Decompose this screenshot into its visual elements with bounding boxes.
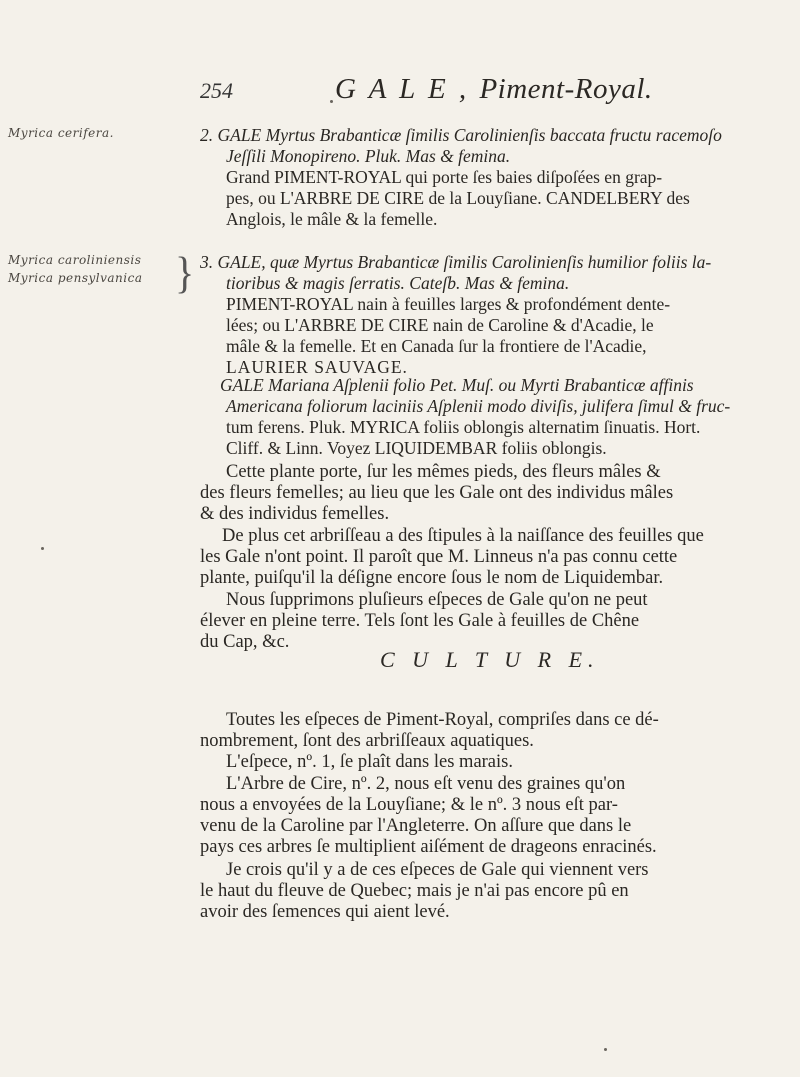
margin-brace: } bbox=[175, 247, 195, 298]
culture-line: pays ces arbres ſe multiplient aiſément de drageons enracinés. bbox=[200, 837, 657, 857]
entry-2-line: pes, ou L'ARBRE DE CIRE de la Louyſiane. CANDELBERY des bbox=[226, 188, 690, 208]
body-line: Cette plante porte, ſur les mêmes pieds, des fleurs mâles & bbox=[226, 462, 661, 482]
entry-2-line: Jeſſili Monopireno. Pluk. Mas & femina. bbox=[226, 146, 511, 166]
body-paragraph-1 bbox=[200, 462, 780, 525]
culture-line: venu de la Caroline par l'Angleterre. On aſſure que dans le bbox=[200, 816, 632, 836]
culture-line: avoir des ſemences qui aient levé. bbox=[200, 902, 450, 922]
culture-line: nombrement, ſont des arbriſſeaux aquatiques. bbox=[200, 731, 534, 751]
entry-2 bbox=[200, 125, 780, 230]
culture-paragraph-4 bbox=[200, 860, 780, 923]
entry-3-line: tioribus & magis ſerratis. Cateſb. Mas & femina. bbox=[226, 273, 570, 293]
entry-3-line: 3. GALE, quæ Myrtus Brabanticæ ſimilis Carolinienſis humilior foliis la- bbox=[200, 252, 712, 272]
culture-paragraph-1 bbox=[200, 710, 780, 752]
entry-2-line: Grand PIMENT-ROYAL qui porte ſes baies diſpoſées en grap- bbox=[226, 167, 663, 187]
entry-4-line: GALE Mariana Aſplenii folio Pet. Muſ. ou Myrti Brabanticæ affinis bbox=[220, 375, 694, 395]
margin-note-pensylvanica: Myrica pensylvanica bbox=[8, 271, 143, 285]
page-number: 254 bbox=[200, 78, 233, 103]
culture-paragraph-3 bbox=[200, 774, 780, 858]
paper-speck bbox=[41, 547, 44, 550]
body-line: élever en pleine terre. Tels ſont les Gale à feuilles de Chêne bbox=[200, 611, 640, 631]
entry-4-line: Cliff. & Linn. Voyez LIQUIDEMBAR foliis oblongis. bbox=[226, 438, 607, 458]
entry-4 bbox=[200, 375, 780, 459]
paper-speck bbox=[330, 100, 333, 103]
body-line: plante, puiſqu'il la déſigne encore ſous le nom de Liquidembar. bbox=[200, 568, 664, 588]
culture-line: le haut du fleuve de Quebec; mais je n'ai pas encore pû en bbox=[200, 881, 629, 901]
entry-2-line: 2. GALE Myrtus Brabanticæ ſimilis Carolinienſis baccata fructu racemoſo bbox=[200, 125, 722, 145]
entry-3-line: lées; ou L'ARBRE DE CIRE nain de Caroline & d'Acadie, le bbox=[226, 315, 654, 335]
body-line: des fleurs femelles; au lieu que les Gale ont des individus mâles bbox=[200, 483, 674, 503]
section-title-culture: C U L T U R E. bbox=[380, 647, 600, 672]
body-paragraph-3 bbox=[200, 590, 780, 653]
running-title-gale: G A L E , bbox=[335, 73, 470, 105]
culture-line: nous a envoyées de la Louyſiane; & le nº. 3 nous eſt par- bbox=[200, 795, 618, 815]
entry-3-line: PIMENT-ROYAL nain à feuilles larges & profondément dente- bbox=[226, 294, 671, 314]
body-line: du Cap, &c. bbox=[200, 632, 290, 652]
body-line: De plus cet arbriſſeau a des ſtipules à la naiſſance des feuilles que bbox=[222, 526, 704, 546]
entry-3 bbox=[200, 252, 780, 378]
culture-line: Je crois qu'il y a de ces eſpeces de Gale qui viennent vers bbox=[226, 860, 649, 880]
entry-4-line: tum ferens. Pluk. MYRICA foliis oblongis alternatim ſinuatis. Hort. bbox=[226, 417, 701, 437]
entry-3-line: mâle & la femelle. Et en Canada ſur la frontiere de l'Acadie, bbox=[226, 336, 647, 356]
running-title bbox=[335, 73, 653, 106]
entry-2-line: Anglois, le mâle & la femelle. bbox=[226, 209, 438, 229]
culture-paragraph-2 bbox=[200, 752, 780, 773]
body-line: & des individus femelles. bbox=[200, 504, 390, 524]
running-title-sub: Piment-Royal. bbox=[479, 73, 653, 105]
paper-speck bbox=[604, 1048, 607, 1051]
culture-line: Toutes les eſpeces de Piment-Royal, compriſes dans ce dé- bbox=[226, 710, 659, 730]
body-paragraph-2 bbox=[200, 526, 780, 589]
entry-4-line: Americana foliorum laciniis Aſplenii modo diviſis, julifera ſimul & fruc- bbox=[226, 396, 731, 416]
entry-3-line: LAURIER SAUVAGE. bbox=[226, 357, 408, 377]
culture-line: L'eſpece, nº. 1, ſe plaît dans les marais. bbox=[226, 752, 513, 772]
body-line: Nous ſupprimons pluſieurs eſpeces de Gale qu'on ne peut bbox=[226, 590, 648, 610]
culture-line: L'Arbre de Cire, nº. 2, nous eſt venu des graines qu'on bbox=[226, 774, 626, 794]
body-line: les Gale n'ont point. Il paroît que M. Linneus n'a pas connu cette bbox=[200, 547, 678, 567]
margin-note-cerifera: Myrica cerifera. bbox=[8, 126, 114, 140]
margin-note-caroliniensis: Myrica caroliniensis bbox=[8, 253, 142, 267]
